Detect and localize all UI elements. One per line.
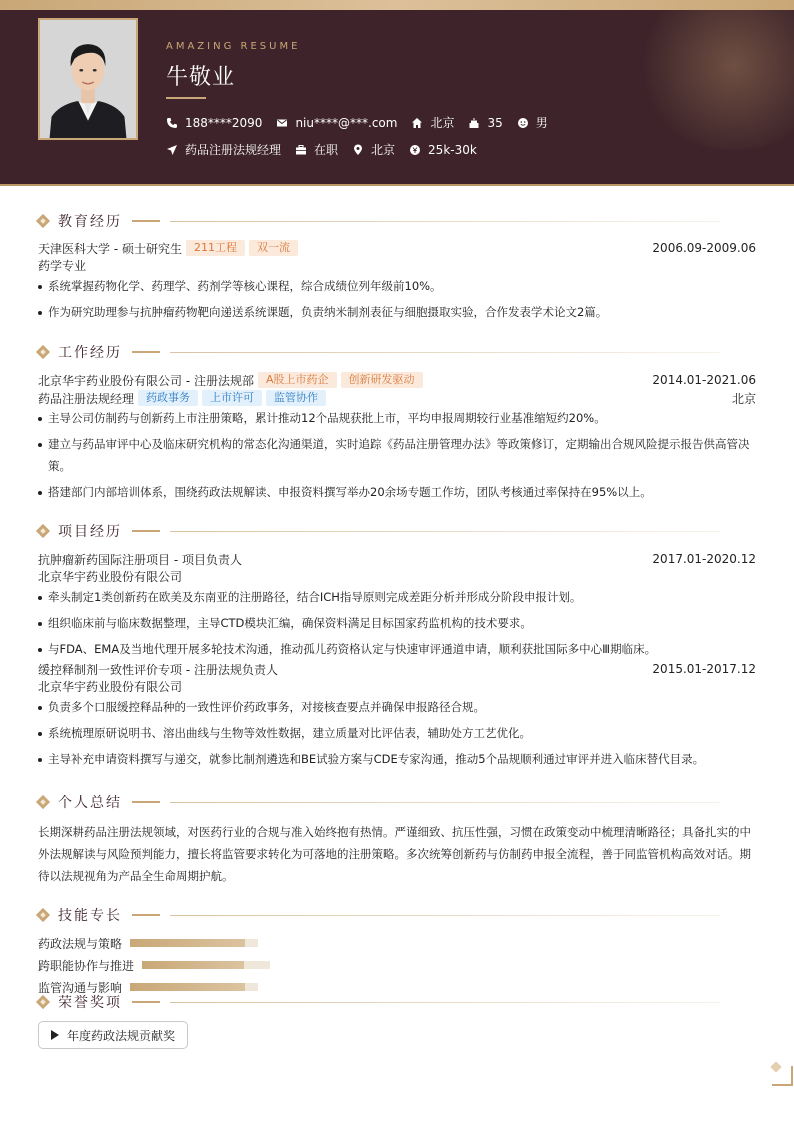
diamond-icon bbox=[36, 214, 50, 228]
education-bullet: 系统掌握药物化学、药理学、药剂学等核心课程，综合成绩位列年级前10%。 bbox=[38, 275, 756, 297]
section-header bbox=[38, 211, 756, 231]
skill-item bbox=[38, 932, 399, 954]
section-divider bbox=[170, 802, 720, 803]
project-bullet: 负责多个口服缓控释品种的一致性评价药政事务，对接核查要点并确保申报路径合规。 bbox=[38, 696, 756, 718]
status-item bbox=[295, 141, 338, 158]
corner-line-ornament bbox=[772, 1084, 793, 1086]
section-title: 荣誉奖项 bbox=[58, 995, 122, 1011]
skill-bar bbox=[130, 983, 258, 991]
location-pin-icon bbox=[352, 144, 364, 156]
work-city: 北京 bbox=[731, 391, 756, 406]
work-bullet: 搭建部门内部培训体系，围绕药政法规解读、申报资料撰写举办20余场专题工作坊，团队考核通过率保持在95%以上。 bbox=[38, 481, 756, 503]
corner-diamond-ornament bbox=[770, 1061, 781, 1072]
company-name: 北京华宇药业股份有限公司 - 注册法规部 bbox=[38, 373, 254, 388]
skills-section bbox=[38, 905, 756, 998]
top-gold-bar bbox=[0, 0, 794, 10]
title-accent-line bbox=[132, 1001, 160, 1003]
award-badge bbox=[38, 1021, 188, 1049]
gender-text: 男 bbox=[535, 116, 548, 130]
project-bullet: 主导补充申请资料撰写与递交，就参比制剂遴选和BE试验方案与CDE专家沟通，推动5个品规顺利通过审评并进入临床替代目录。 bbox=[38, 748, 756, 770]
work-bullet: 建立与药品审评中心及临床研究机构的常态化沟通渠道，实时追踪《药品注册管理办法》等政策修订，定期输出合规风险提示报告供高管决策。 bbox=[38, 433, 756, 477]
project-bullet: 系统梳理原研说明书、溶出曲线与生物等效性数据，建立质量对比评估表，辅助处方工艺优化。 bbox=[38, 722, 756, 744]
phone-icon bbox=[166, 117, 178, 129]
play-triangle-icon bbox=[51, 1030, 59, 1040]
awards-section bbox=[38, 992, 756, 1049]
school-tag: 双一流 bbox=[249, 240, 298, 256]
header-bottom-line bbox=[0, 184, 794, 186]
section-divider bbox=[170, 1002, 720, 1003]
section-header bbox=[38, 792, 756, 812]
skill-name: 药政法规与策略 bbox=[38, 936, 123, 951]
education-date: 2006.09-2009.06 bbox=[652, 241, 756, 255]
name-underline bbox=[166, 97, 206, 99]
position-text: 药品注册法规经理 bbox=[185, 143, 282, 157]
school-name: 天津医科大学 - 硕士研究生 bbox=[38, 241, 182, 256]
skill-item bbox=[38, 954, 399, 976]
home-text: 北京 bbox=[430, 116, 455, 130]
cake-icon bbox=[468, 117, 480, 129]
portrait-illustration bbox=[40, 20, 136, 138]
title-accent-line bbox=[132, 220, 160, 222]
section-title: 工作经历 bbox=[58, 345, 122, 361]
project-bullet: 组织临床前与临床数据整理，主导CTD模块汇编，确保资料满足目标国家药监机构的技术要求。 bbox=[38, 612, 756, 634]
section-divider bbox=[170, 221, 720, 222]
profile-photo bbox=[38, 18, 138, 140]
header-tagline: AMAZING RESUME bbox=[166, 41, 301, 52]
age-item bbox=[468, 116, 502, 130]
section-title: 个人总结 bbox=[58, 795, 122, 811]
project-date: 2017.01-2020.12 bbox=[652, 552, 756, 566]
email-text: niu****@***.com bbox=[295, 115, 398, 130]
company-tag: 创新研发驱动 bbox=[341, 372, 423, 388]
project-line bbox=[38, 550, 756, 568]
header-glow bbox=[634, 10, 794, 150]
work-date: 2014.01-2021.06 bbox=[652, 373, 756, 387]
skill-name: 监管沟通与影响 bbox=[38, 980, 123, 995]
project-org: 北京华宇药业股份有限公司 bbox=[38, 570, 183, 584]
section-header bbox=[38, 905, 756, 925]
education-bullet: 作为研究助理参与抗肿瘤药物靶向递送系统课题，负责纳米制剂表征与细胞摄取实验，合作发表学术论文2篇。 bbox=[38, 301, 756, 323]
section-title: 教育经历 bbox=[58, 214, 122, 230]
skills-list bbox=[38, 932, 756, 998]
phone-text: 188****2090 bbox=[185, 115, 263, 130]
school-tag: 211工程 bbox=[186, 240, 245, 256]
location-item bbox=[352, 141, 395, 158]
title-accent-line bbox=[132, 914, 160, 916]
briefcase-icon bbox=[295, 144, 307, 156]
salary-text: 25k-30k bbox=[428, 142, 477, 157]
contact-row bbox=[166, 114, 562, 131]
section-header bbox=[38, 992, 756, 1012]
section-title: 项目经历 bbox=[58, 524, 122, 540]
title-accent-line bbox=[132, 801, 160, 803]
email-item bbox=[276, 116, 397, 130]
smiley-icon bbox=[517, 117, 529, 129]
skill-bar bbox=[130, 939, 258, 947]
diamond-icon bbox=[36, 995, 50, 1009]
summary-section bbox=[38, 792, 756, 887]
major: 药学专业 bbox=[38, 259, 87, 273]
skill-bar bbox=[142, 961, 270, 969]
mail-icon bbox=[276, 117, 288, 129]
home-icon bbox=[411, 117, 423, 129]
project-line bbox=[38, 660, 756, 678]
award-name: 年度药政法规贡献奖 bbox=[67, 1028, 176, 1043]
role-tag: 上市许可 bbox=[202, 390, 262, 406]
project-bullet: 与FDA、EMA及当地代理开展多轮技术沟通，推动孤儿药资格认定与快速审评通道申请，顺利获批国际多中心Ⅲ期临床。 bbox=[38, 638, 756, 660]
resume-header bbox=[0, 10, 794, 186]
role-tag: 监管协作 bbox=[266, 390, 326, 406]
education-section bbox=[38, 211, 756, 327]
skill-bar-fill bbox=[142, 961, 244, 969]
age-text: 35 bbox=[487, 115, 503, 130]
skill-bar-fill bbox=[130, 983, 245, 991]
section-header bbox=[38, 342, 756, 362]
phone-item bbox=[166, 116, 262, 130]
education-line bbox=[38, 239, 756, 257]
section-divider bbox=[170, 915, 720, 916]
role-name: 药品注册法规经理 bbox=[38, 391, 135, 406]
work-company-line bbox=[38, 371, 756, 389]
home-item bbox=[411, 114, 454, 131]
projects-section bbox=[38, 521, 756, 774]
location-text: 北京 bbox=[371, 143, 396, 157]
diamond-icon bbox=[36, 908, 50, 922]
job-intent-row bbox=[166, 141, 491, 158]
title-accent-line bbox=[132, 351, 160, 353]
title-accent-line bbox=[132, 530, 160, 532]
candidate-name: 牛敬业 bbox=[166, 65, 236, 90]
money-icon bbox=[409, 144, 421, 156]
company-tag: A股上市药企 bbox=[258, 372, 337, 388]
project-org: 北京华宇药业股份有限公司 bbox=[38, 680, 183, 694]
summary-text: 长期深耕药品注册法规领域，对医药行业的合规与准入始终抱有热情。严谨细致、抗压性强，习惯在政策变动中梳理清晰路径；具备扎实的中外法规解读与风险预判能力，擅长将监管要求转化为可落地的注册策略。多次统筹创新药与仿制药申报全流程，善于同监管机构高效对话。期待以法规视角为产品全生命周期护航。 bbox=[38, 825, 751, 883]
skill-name: 跨职能协作与推进 bbox=[38, 958, 135, 973]
work-bullet: 主导公司仿制药与创新药上市注册策略，累计推动12个品规获批上市，平均申报周期较行业基准缩短约20%。 bbox=[38, 407, 756, 429]
work-section bbox=[38, 342, 756, 507]
role-tag: 药政事务 bbox=[138, 390, 198, 406]
status-text: 在职 bbox=[314, 143, 339, 157]
section-header bbox=[38, 521, 756, 541]
gender-item bbox=[517, 114, 548, 131]
work-role-line bbox=[38, 389, 756, 407]
project-bullet: 牵头制定1类创新药在欧美及东南亚的注册路径，结合ICH指导原则完成差距分析并形成分阶段申报计划。 bbox=[38, 586, 756, 608]
diamond-icon bbox=[36, 795, 50, 809]
section-divider bbox=[170, 531, 720, 532]
corner-line-ornament bbox=[791, 1066, 793, 1086]
diamond-icon bbox=[36, 524, 50, 538]
project-name: 抗肿瘤新药国际注册项目 - 项目负责人 bbox=[38, 552, 242, 567]
section-divider bbox=[170, 352, 720, 353]
send-icon bbox=[166, 144, 178, 156]
position-item bbox=[166, 141, 281, 158]
diamond-icon bbox=[36, 345, 50, 359]
skill-bar-fill bbox=[130, 939, 245, 947]
section-title: 技能专长 bbox=[58, 908, 122, 924]
salary-item bbox=[409, 143, 477, 157]
project-name: 缓控释制剂一致性评价专项 - 注册法规负责人 bbox=[38, 662, 278, 677]
project-date: 2015.01-2017.12 bbox=[652, 662, 756, 676]
